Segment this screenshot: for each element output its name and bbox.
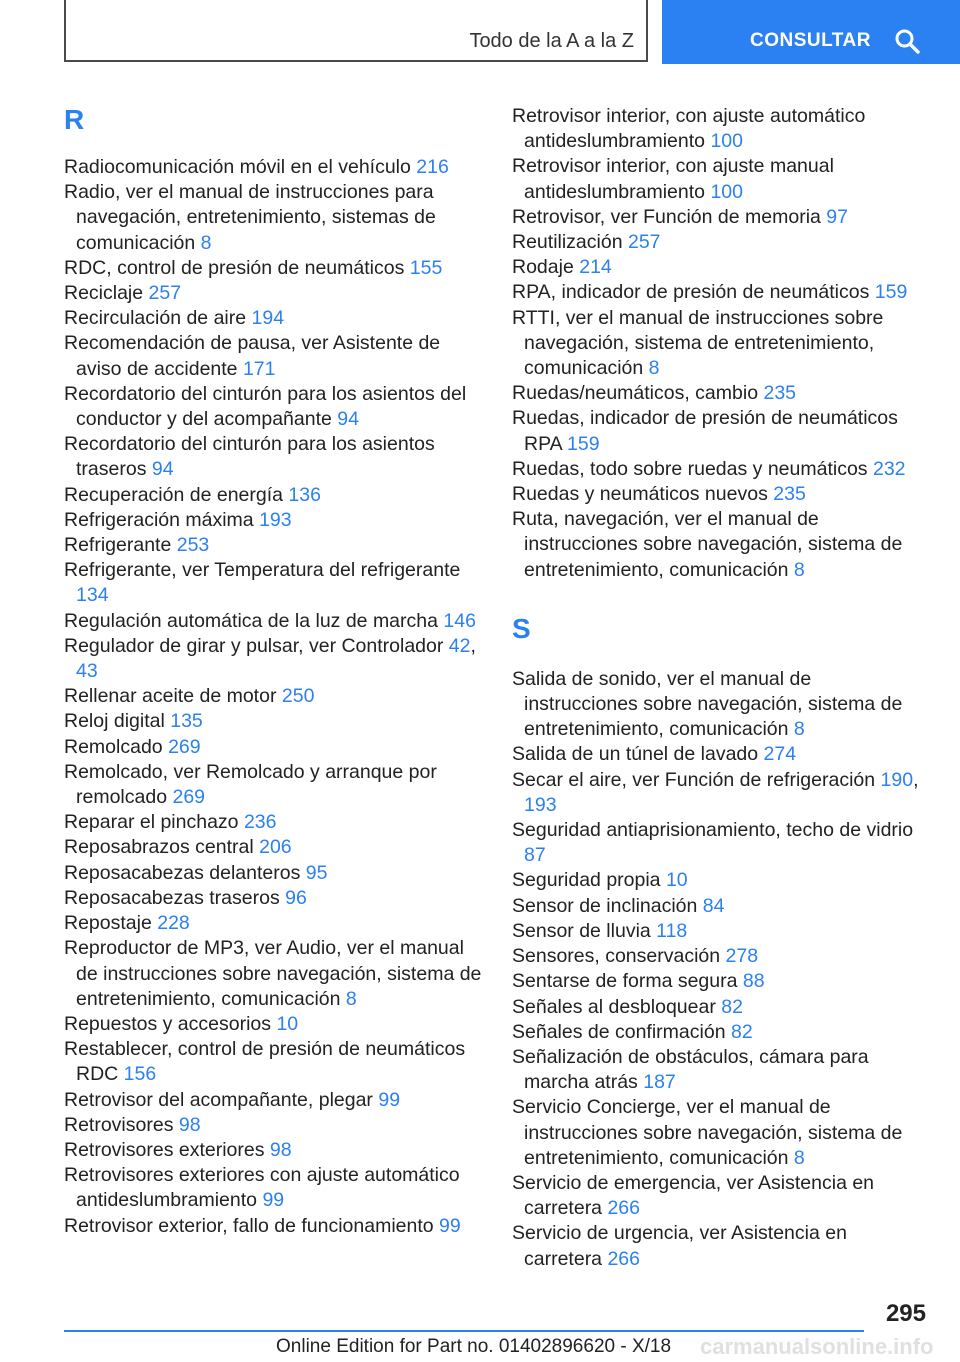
page-reference-link[interactable]: 193: [259, 508, 292, 531]
page-reference-link[interactable]: 250: [281, 685, 315, 708]
index-entry: [512, 919, 930, 944]
index-entry-term: Servicio de emergencia, ver Asistencia en carretera: [512, 1171, 875, 1220]
page-reference-link[interactable]: 274: [763, 743, 797, 766]
page-reference-link[interactable]: 87: [524, 844, 546, 867]
index-entry-term: Salida de sonido, ver el manual de instrucciones sobre navegación, sistema de entretenimiento, comunicación: [512, 667, 903, 741]
index-entry-term: Ruedas, indicador de presión de neumáticos RPA: [512, 407, 898, 455]
index-entry: [64, 1012, 484, 1037]
index-entry: [64, 684, 484, 709]
index-entry: [512, 667, 930, 743]
index-entry: [64, 306, 484, 331]
index-entry-term: RTTI, ver el manual de instrucciones sobre navegación, sistema de entretenimiento, comunicación: [512, 306, 884, 380]
page-reference-link[interactable]: 214: [579, 256, 612, 279]
index-entry-term: Refrigerante: [64, 534, 172, 557]
index-entry: [64, 483, 484, 508]
page-reference-link[interactable]: 232: [872, 457, 906, 480]
page-reference-link[interactable]: 8: [648, 357, 660, 380]
page-reference-link[interactable]: 206: [259, 836, 292, 859]
index-entry: [512, 944, 930, 969]
index-entry: [64, 810, 484, 835]
index-entry: [64, 1138, 484, 1163]
index-entry: [512, 818, 930, 868]
page-reference-link[interactable]: 10: [665, 869, 688, 892]
page-reference-link[interactable]: 43: [76, 660, 98, 683]
index-entry: [64, 432, 484, 482]
page-reference-link[interactable]: 134: [76, 584, 109, 607]
page-reference-link[interactable]: 187: [643, 1071, 676, 1094]
index-entry: [64, 331, 484, 381]
index-entry: [512, 255, 930, 280]
page-reference-link[interactable]: 8: [793, 718, 805, 741]
page-reference-link[interactable]: 193: [524, 793, 557, 816]
index-entry: [64, 256, 484, 281]
index-entry-term: Reposacabezas traseros: [64, 886, 280, 909]
index-entry: [512, 205, 930, 230]
index-entry: [512, 1045, 930, 1095]
page-reference-link[interactable]: 8: [793, 1146, 805, 1169]
page-reference-link[interactable]: 8: [200, 231, 212, 254]
index-entry: [64, 760, 484, 810]
index-entry: [512, 1095, 930, 1171]
index-entry-term: Ruta, navegación, ver el manual de instrucciones sobre navegación, sistema de entretenimiento, comunicación: [512, 508, 903, 581]
index-entry-term: Ruedas, todo sobre ruedas y neumáticos: [512, 457, 868, 480]
index-entry-term: Seguridad propia: [512, 869, 661, 892]
index-entry-term: Recirculación de aire: [64, 307, 247, 330]
page-reference-link[interactable]: 10: [276, 1012, 299, 1035]
index-entry: [64, 835, 484, 860]
index-entry: [64, 1088, 484, 1113]
search-icon: [894, 28, 920, 54]
page-reference-link[interactable]: 194: [251, 307, 285, 330]
page-reference-link[interactable]: 84: [702, 894, 725, 917]
index-entry-term: Remolcado: [64, 735, 163, 758]
page-reference-link[interactable]: 278: [725, 945, 759, 968]
page-reference-link[interactable]: 99: [262, 1189, 285, 1212]
index-entry-term: Seguridad antiaprisionamiento, techo de vidrio: [512, 819, 914, 842]
page-reference-link[interactable]: 8: [793, 558, 805, 581]
page-reference-link[interactable]: 235: [773, 483, 806, 506]
page-reference-link[interactable]: 159: [874, 281, 908, 304]
index-entry: [512, 868, 930, 893]
page-reference-link[interactable]: 96: [285, 886, 307, 909]
index-entry-term: Sensores, conservación: [512, 945, 721, 968]
page-reference-link[interactable]: 94: [151, 458, 174, 481]
index-entry-term: Reposacabezas delanteros: [64, 861, 301, 884]
index-entry: Regulador de girar y pulsar, ver Controlador 42, 43: [64, 634, 476, 683]
index-entry: [512, 104, 930, 154]
index-entry: [512, 1221, 930, 1271]
page-reference-link[interactable]: 99: [378, 1088, 401, 1111]
index-letter-heading: S: [512, 612, 531, 644]
index-entry-term: Recordatorio del cinturón para los asientos del conductor y del acompañante: [64, 382, 467, 431]
index-entry-term: Salida de un túnel de lavado: [512, 743, 759, 766]
index-entry-term: Reciclaje: [64, 282, 144, 305]
page-reference-link[interactable]: 159: [567, 432, 600, 455]
index-entry: [64, 558, 484, 608]
index-entry-term: Retrovisores exteriores con ajuste automático antideslumbramiento: [64, 1164, 460, 1212]
index-entry-term: Reposabrazos central: [64, 836, 254, 859]
index-entry-term: Regulación automática de la luz de marcha: [64, 609, 438, 632]
index-entry-term: Sentarse de forma segura: [512, 970, 738, 993]
page-reference-link[interactable]: 171: [242, 357, 276, 380]
index-entry: [64, 1214, 484, 1239]
index-entry: [512, 154, 930, 204]
page-reference-link[interactable]: 155: [409, 256, 443, 279]
index-entry: [64, 936, 484, 1012]
index-entry-term: Secar el aire, ver Función de refrigeración: [512, 768, 876, 791]
index-entry-term: Refrigerante, ver Temperatura del refrigerante: [64, 559, 461, 582]
index-entry: [512, 230, 930, 255]
index-entry: [64, 180, 484, 256]
index-entry-term: Reparar el pinchazo: [64, 811, 239, 834]
index-entry: [64, 609, 484, 634]
index-entry-term: RDC, control de presión de neumáticos: [64, 256, 405, 279]
index-entry: [512, 406, 930, 456]
page-reference-link[interactable]: 97: [826, 205, 848, 228]
index-entry: [64, 709, 484, 734]
footer-divider: [64, 1330, 864, 1332]
index-entry-term: Repostaje: [64, 912, 152, 935]
index-entry-term: Restablecer, control de presión de neumáticos RDC: [64, 1038, 466, 1086]
index-entry-term: Recomendación de pausa, ver Asistente de aviso de accidente: [64, 332, 441, 380]
index-entry: [512, 1171, 930, 1221]
page-reference-link[interactable]: 98: [269, 1138, 292, 1161]
index-entry-term: Rodaje: [512, 256, 574, 279]
page-reference-link[interactable]: 99: [439, 1214, 461, 1237]
index-entry-term: Señalización de obstáculos, cámara para marcha atrás: [512, 1045, 869, 1094]
page-reference-link[interactable]: 135: [170, 710, 203, 733]
index-entry: [512, 894, 930, 919]
index-entry-term: Retrovisor exterior, fallo de funcionamiento: [64, 1214, 434, 1237]
page-reference-link[interactable]: 156: [123, 1063, 157, 1086]
page-reference-link[interactable]: 94: [337, 408, 359, 431]
index-entry-term: Señales al desbloquear: [512, 995, 716, 1018]
page-reference-link[interactable]: 216: [416, 156, 449, 178]
index-entry: [512, 306, 930, 382]
index-entry: [512, 482, 930, 507]
page-reference-link[interactable]: 266: [607, 1197, 640, 1220]
index-entry: [64, 155, 484, 180]
page-reference-link[interactable]: 88: [742, 970, 765, 993]
index-entry: [512, 995, 930, 1020]
footer-edition: Online Edition for Part no. 01402896620 - X/18: [276, 1336, 672, 1357]
index-entry: [512, 742, 930, 767]
page-reference-link[interactable]: 269: [172, 786, 206, 809]
index-column-right: [512, 104, 930, 1272]
index-entry-term: Retrovisor, ver Función de memoria: [512, 205, 821, 228]
index-entry: [64, 886, 484, 911]
page-reference-link[interactable]: 236: [243, 811, 277, 834]
index-entry-term: Radio, ver el manual de instrucciones para navegación, entretenimiento, sistemas de comunicación: [64, 181, 436, 254]
page-reference-link[interactable]: 257: [627, 231, 661, 254]
index-entry: [64, 1113, 484, 1138]
page-reference-link[interactable]: 82: [721, 995, 743, 1018]
index-entry-term: Refrigeración máxima: [64, 508, 254, 531]
index-entry: [64, 382, 484, 432]
index-entry-term: Retrovisor interior, con ajuste manual antideslumbramiento: [512, 155, 834, 203]
index-entry: [64, 861, 484, 886]
index-entry-term: Retrovisores: [64, 1113, 174, 1136]
index-entry-term: Servicio Concierge, ver el manual de instrucciones sobre navegación, sistema de entretenimiento, comunicación: [512, 1096, 903, 1169]
index-entry-term: Sensor de lluvia: [512, 919, 651, 942]
page-reference-link[interactable]: 95: [305, 861, 328, 884]
index-entry-term: Retrovisor del acompañante, plegar: [64, 1088, 373, 1111]
page-reference-link[interactable]: 82: [730, 1020, 753, 1043]
index-entry: [64, 281, 484, 306]
index-entry: [64, 1037, 484, 1087]
page-reference-link[interactable]: 235: [763, 382, 797, 405]
page-number: 295: [885, 1300, 926, 1327]
tab-consult-label: CONSULTAR: [750, 30, 871, 51]
index-entry-term: Repuestos y accesorios: [64, 1012, 272, 1035]
top-navigation: [0, 0, 960, 66]
index-entry-term: Radiocomunicación móvil en el vehículo: [64, 156, 411, 178]
index-letter-heading: R: [64, 104, 85, 135]
index-entry: [512, 280, 930, 305]
page-reference-link[interactable]: 266: [607, 1247, 640, 1270]
index-entry-term: Reutilización: [512, 231, 623, 254]
index-entry-term: Rellenar aceite de motor: [64, 685, 277, 708]
index-entry-term: Regulador de girar y pulsar, ver Controlador: [64, 634, 444, 657]
index-entry-term: Reproductor de MP3, ver Audio, ver el manual de instrucciones sobre navegación, sistema de entretenimiento, comunicación: [64, 937, 482, 1010]
page-reference-link[interactable]: 8: [345, 987, 357, 1010]
index-entry-term: Recordatorio del cinturón para los asientos traseros: [64, 433, 435, 481]
index-entry-term: Remolcado, ver Remolcado y arranque por remolcado: [64, 760, 437, 809]
index-entry-term: Recuperación de energía: [64, 483, 283, 506]
tab-index-a-z[interactable]: [64, 0, 648, 62]
index-entry: [512, 457, 930, 482]
page-reference-link[interactable]: 100: [710, 130, 743, 153]
page-reference-link[interactable]: 269: [168, 735, 201, 758]
page-reference-link[interactable]: 118: [656, 919, 688, 942]
page-reference-link[interactable]: 100: [710, 180, 743, 203]
index-entry: [64, 508, 484, 533]
index-entry: Secar el aire, ver Función de refrigeración 190, 193: [512, 768, 919, 816]
index-column-left: [64, 104, 484, 1239]
index-entry: [64, 533, 484, 558]
index-entry: [64, 1163, 484, 1213]
page-reference-link[interactable]: 253: [176, 534, 210, 557]
index-entry-term: Servicio de urgencia, ver Asistencia en carretera: [512, 1222, 847, 1270]
index-entry: [512, 969, 930, 994]
page-reference-link[interactable]: 146: [443, 609, 476, 632]
index-entry-term: RPA, indicador de presión de neumáticos: [512, 281, 870, 304]
index-entry: [512, 381, 930, 406]
index-entry: [64, 735, 484, 760]
page-reference-link[interactable]: 136: [288, 483, 321, 506]
index-entry: [512, 507, 930, 583]
watermark: carmanualsonline.info: [700, 1334, 934, 1359]
index-entry: [64, 911, 484, 936]
index-entry-term: Reloj digital: [64, 710, 165, 733]
index-entry-term: Sensor de inclinación: [512, 894, 698, 917]
page-reference-link[interactable]: 42: [448, 634, 471, 657]
index-entry-term: Señales de confirmación: [512, 1020, 726, 1043]
index-entry-term: Retrovisores exteriores: [64, 1138, 265, 1161]
index-entry-term: Retrovisor interior, con ajuste automático antideslumbramiento: [512, 105, 866, 153]
page-reference-link[interactable]: 190: [880, 768, 914, 791]
tab-index-a-z-label: Todo de la A a la Z: [469, 30, 634, 52]
page-reference-link[interactable]: 98: [178, 1113, 201, 1136]
index-entry: [512, 1020, 930, 1045]
page-reference-link[interactable]: 257: [148, 282, 182, 305]
tab-consult[interactable]: [662, 0, 960, 64]
index-entry-term: Ruedas/neumáticos, cambio: [512, 382, 759, 405]
index-entry-term: Ruedas y neumáticos nuevos: [512, 483, 768, 506]
page-reference-link[interactable]: 228: [157, 912, 190, 935]
